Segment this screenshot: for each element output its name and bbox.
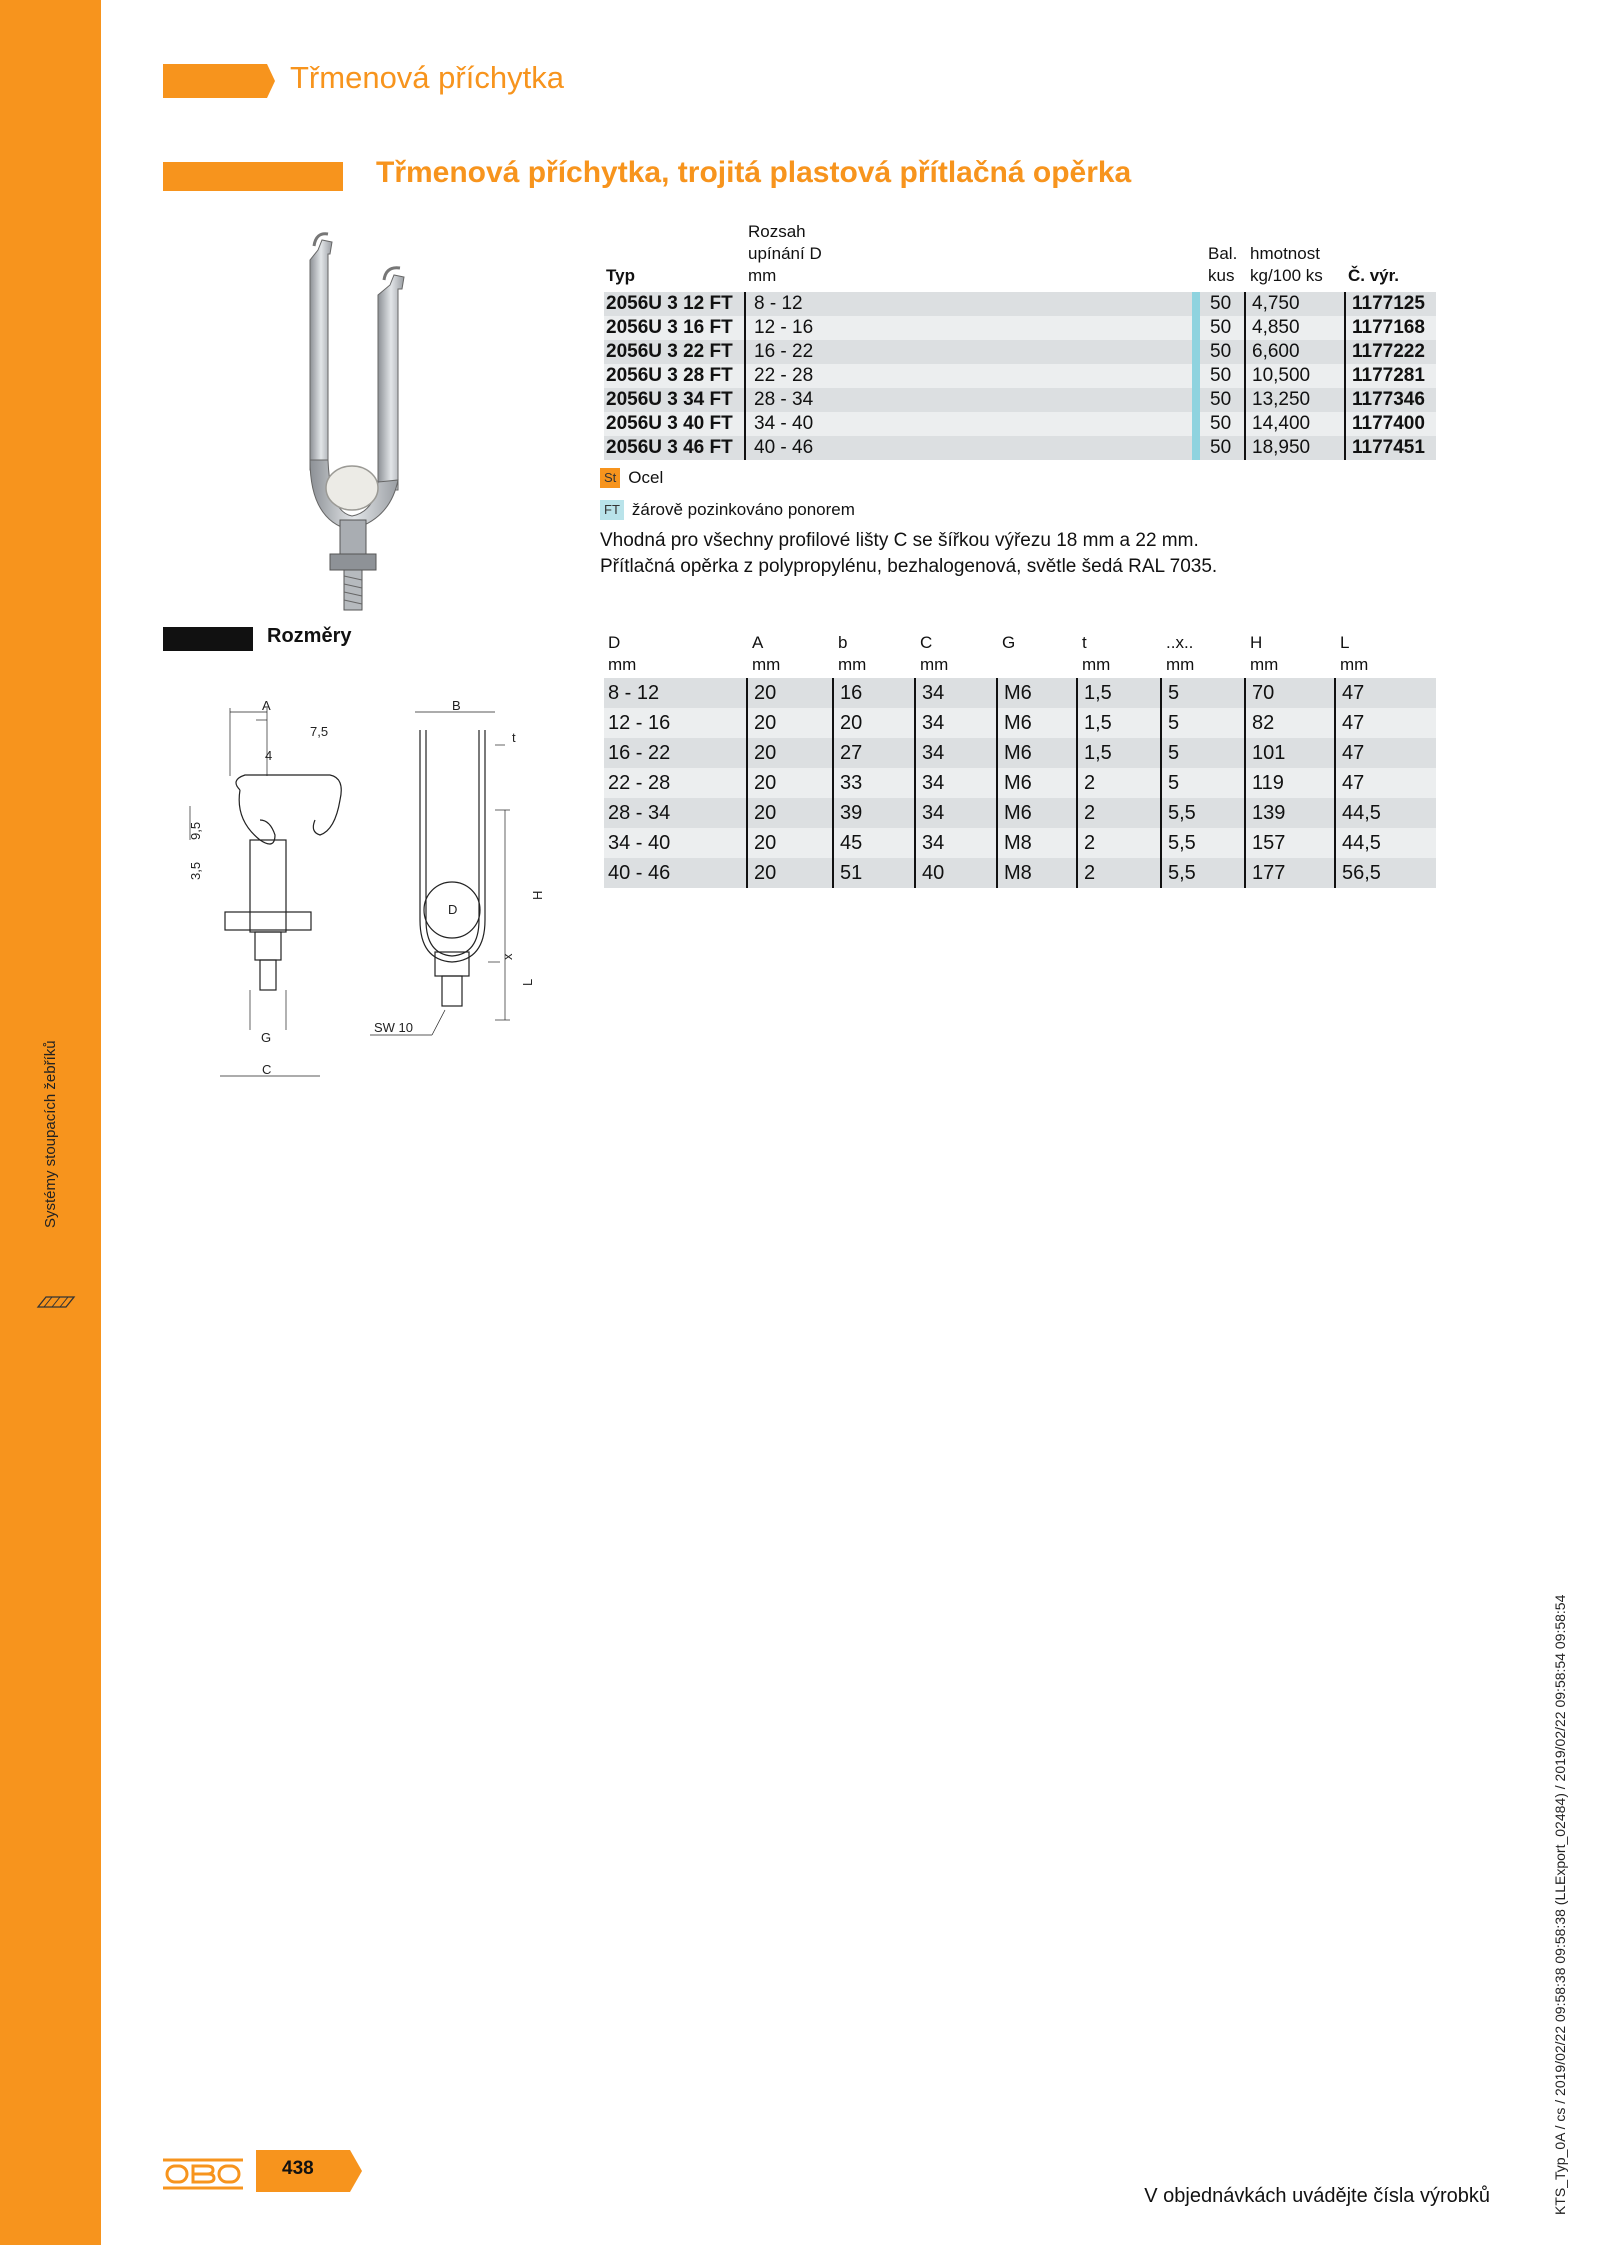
title-bar: [163, 162, 343, 191]
dim-label-75: 7,5: [310, 724, 329, 739]
material-finish: [600, 500, 855, 520]
dim-cell: 40: [914, 858, 944, 888]
dim-cell: M6: [996, 708, 1032, 738]
table-row: [604, 292, 1436, 316]
typ-header: Typ: [606, 266, 635, 285]
material-code-badge: FT: [600, 500, 624, 520]
range-cell: 22 - 28: [744, 364, 813, 388]
dim-cell: 101: [1244, 738, 1285, 768]
bal-cell: 50: [1210, 413, 1232, 434]
range-header-3: mm: [748, 266, 777, 285]
dim-cell: 12 - 16: [608, 712, 671, 734]
dim-cell: 28 - 34: [608, 802, 671, 824]
dim-cell: M6: [996, 798, 1032, 828]
product-description: [600, 528, 1217, 580]
dim-cell: 20: [746, 708, 776, 738]
dim-cell: 177: [1244, 858, 1285, 888]
dim-cell: 34: [914, 828, 944, 858]
cv-cell: 1177222: [1344, 340, 1425, 364]
material-steel: [600, 468, 663, 488]
dim-header-a: A mm: [752, 633, 781, 674]
cv-cell: 1177281: [1344, 364, 1425, 388]
dim-cell: 119: [1244, 768, 1284, 798]
range-header-2: upínání D: [748, 244, 822, 263]
dim-cell: 47: [1334, 678, 1364, 708]
dim-label-t: t: [512, 730, 516, 745]
ft-marker: [1192, 436, 1200, 460]
ft-marker: [1192, 340, 1200, 364]
dim-cell: 20: [746, 858, 776, 888]
range-cell: 28 - 34: [744, 388, 813, 412]
bal-cell: 50: [1210, 293, 1232, 314]
table-row: [604, 738, 1436, 768]
bal-cell: 50: [1210, 341, 1232, 362]
dim-label-d: D: [448, 902, 458, 917]
dim-cell: 139: [1244, 798, 1285, 828]
typ-cell: 2056U 3 16 FT: [606, 317, 733, 338]
dim-header-t: t mm: [1082, 633, 1111, 674]
technical-drawing: [150, 690, 590, 1100]
dim-label-sw: SW 10: [374, 1020, 414, 1035]
dim-cell: 34: [914, 768, 944, 798]
dim-header-c: C mm: [920, 633, 949, 674]
range-cell: 16 - 22: [744, 340, 813, 364]
dim-header-g: G: [1002, 633, 1016, 652]
dim-cell: 44,5: [1334, 798, 1381, 828]
ft-marker: [1192, 364, 1200, 388]
dim-cell: 22 - 28: [608, 772, 671, 794]
dim-cell: 39: [832, 798, 862, 828]
bal-cell: 50: [1210, 317, 1232, 338]
dim-cell: M6: [996, 768, 1032, 798]
table-row: [604, 436, 1436, 460]
bal-header-1: Bal.: [1208, 244, 1238, 263]
weight-cell: 10,500: [1244, 364, 1310, 388]
dim-cell: M6: [996, 678, 1032, 708]
ft-marker: [1192, 412, 1200, 436]
bal-cell: 50: [1210, 389, 1232, 410]
dim-cell: 20: [746, 738, 776, 768]
table-row: [604, 340, 1436, 364]
range-header-1: Rozsah: [748, 222, 806, 241]
dim-cell: 20: [746, 798, 776, 828]
table-row: [604, 678, 1436, 708]
dim-cell: 16: [832, 678, 862, 708]
sidebar-label: Systémy stoupacích žebříků: [42, 1040, 59, 1228]
material-label: žárově pozinkováno ponorem: [631, 500, 855, 519]
product-table: [604, 292, 1436, 460]
description-line: Přítlačná opěrka z polypropylénu, bezhalogenová, světle šedá RAL 7035.: [600, 556, 1218, 577]
front-view: [370, 698, 545, 1035]
table-row: [604, 858, 1436, 888]
dim-cell: 1,5: [1076, 708, 1112, 738]
ft-marker: [1192, 388, 1200, 412]
typ-cell: 2056U 3 28 FT: [606, 365, 733, 386]
dim-cell: 82: [1244, 708, 1274, 738]
dim-label-35: 3,5: [188, 861, 203, 880]
ladder-icon: [36, 1295, 76, 1309]
material-label: Ocel: [628, 468, 664, 487]
cv-header: Č. výr.: [1348, 266, 1400, 285]
typ-cell: 2056U 3 22 FT: [606, 341, 733, 362]
dim-header-x: ..x.. mm: [1166, 633, 1195, 674]
dim-cell: 2: [1076, 798, 1095, 828]
dim-cell: 34: [914, 708, 944, 738]
dimensions-bar: [163, 627, 253, 651]
dim-label-h: H: [530, 890, 545, 900]
range-cell: 34 - 40: [744, 412, 813, 436]
dim-cell: 56,5: [1334, 858, 1381, 888]
dim-cell: 20: [746, 828, 776, 858]
dim-cell: 44,5: [1334, 828, 1381, 858]
cv-cell: 1177451: [1344, 436, 1425, 460]
table-row: [604, 412, 1436, 436]
product-photo: [270, 220, 570, 620]
table-row: [604, 708, 1436, 738]
dimensions-table: [604, 678, 1436, 888]
dim-cell: 2: [1076, 768, 1095, 798]
weight-cell: 14,400: [1244, 412, 1310, 436]
cv-cell: 1177400: [1344, 412, 1425, 436]
weight-cell: 18,950: [1244, 436, 1310, 460]
table-row: [604, 798, 1436, 828]
dim-cell: 45: [832, 828, 862, 858]
dim-cell: 27: [832, 738, 862, 768]
weight-header-1: hmotnost: [1250, 244, 1320, 263]
page-number: 438: [282, 2158, 314, 2179]
dim-label-g: G: [261, 1030, 272, 1045]
dim-cell: 157: [1244, 828, 1285, 858]
table-row: [604, 364, 1436, 388]
dim-cell: 20: [746, 768, 776, 798]
dim-cell: 5: [1160, 678, 1179, 708]
header-tab-shape: [163, 64, 275, 98]
weight-cell: 4,750: [1244, 292, 1300, 316]
dim-label-c: C: [262, 1062, 272, 1077]
bal-cell: 50: [1210, 437, 1232, 458]
cv-cell: 1177346: [1344, 388, 1425, 412]
dimensions-title: Rozměry: [267, 625, 352, 647]
weight-cell: 4,850: [1244, 316, 1300, 340]
dim-cell: 2: [1076, 828, 1095, 858]
dim-cell: 5: [1160, 738, 1179, 768]
dim-label-b: B: [452, 698, 461, 713]
dim-label-95: 9,5: [188, 821, 203, 840]
side-view: [188, 698, 341, 1077]
dim-cell: 47: [1334, 768, 1364, 798]
dim-cell: 47: [1334, 738, 1364, 768]
dim-cell: 5,5: [1160, 858, 1196, 888]
dim-cell: 34 - 40: [608, 832, 671, 854]
range-cell: 40 - 46: [744, 436, 813, 460]
description-line: Vhodná pro všechny profilové lišty C se šířkou výřezu 18 mm a 22 mm.: [600, 530, 1199, 551]
dim-cell: 20: [832, 708, 862, 738]
weight-header-2: kg/100 ks: [1250, 266, 1323, 285]
dim-cell: 16 - 22: [608, 742, 671, 764]
dim-cell: 70: [1244, 678, 1274, 708]
dim-header-d: D mm: [608, 633, 637, 674]
product-title: Třmenová příchytka, trojitá plastová přítlačná opěrka: [376, 156, 1132, 189]
table-row: [604, 828, 1436, 858]
dim-cell: 1,5: [1076, 678, 1112, 708]
bal-header-2: kus: [1208, 266, 1235, 285]
dim-cell: 40 - 46: [608, 862, 671, 884]
section-title: Třmenová příchytka: [290, 60, 564, 95]
typ-cell: 2056U 3 46 FT: [606, 437, 733, 458]
dim-cell: 5: [1160, 708, 1179, 738]
dim-cell: 51: [832, 858, 862, 888]
export-metadata: KTS_Typ_0A / cs / 2019/02/22 09:58:38 09:58:38 (LLExport_02484) / 2019/02/22 09:58:54 09:58:54: [1552, 1594, 1568, 2215]
weight-cell: 6,600: [1244, 340, 1300, 364]
table-row: [604, 388, 1436, 412]
dim-cell: 5: [1160, 768, 1179, 798]
dim-cell: 34: [914, 678, 944, 708]
table-row: [604, 316, 1436, 340]
typ-cell: 2056U 3 34 FT: [606, 389, 733, 410]
dim-label-4: 4: [265, 748, 273, 763]
obo-logo: [163, 2158, 243, 2190]
dim-cell: 47: [1334, 708, 1364, 738]
dim-cell: 8 - 12: [608, 682, 660, 704]
bal-cell: 50: [1210, 365, 1232, 386]
table-row: [604, 768, 1436, 798]
dim-cell: 33: [832, 768, 862, 798]
dim-label-a: A: [262, 698, 271, 713]
dim-cell: 20: [746, 678, 776, 708]
dim-cell: 34: [914, 798, 944, 828]
dim-cell: M8: [996, 828, 1032, 858]
dim-cell: M8: [996, 858, 1032, 888]
dim-header-b: b mm: [838, 633, 867, 674]
range-cell: 8 - 12: [744, 292, 803, 316]
dim-header-h: H mm: [1250, 633, 1279, 674]
dim-cell: 1,5: [1076, 738, 1112, 768]
range-cell: 12 - 16: [744, 316, 813, 340]
material-code-badge: St: [600, 468, 620, 488]
footer-note: V objednávkách uvádějte čísla výrobků: [1144, 2185, 1490, 2207]
weight-cell: 13,250: [1244, 388, 1310, 412]
dim-cell: 5,5: [1160, 828, 1196, 858]
dim-label-x: x: [500, 953, 515, 960]
typ-cell: 2056U 3 12 FT: [606, 293, 733, 314]
ft-marker: [1192, 316, 1200, 340]
dim-cell: 2: [1076, 858, 1095, 888]
dim-cell: 5,5: [1160, 798, 1196, 828]
cv-cell: 1177168: [1344, 316, 1425, 340]
ft-marker: [1192, 292, 1200, 316]
typ-cell: 2056U 3 40 FT: [606, 413, 733, 434]
cv-cell: 1177125: [1344, 292, 1425, 316]
dim-cell: M6: [996, 738, 1032, 768]
dim-header-l: L mm: [1340, 633, 1369, 674]
dim-label-l: L: [520, 978, 535, 986]
dim-cell: 34: [914, 738, 944, 768]
